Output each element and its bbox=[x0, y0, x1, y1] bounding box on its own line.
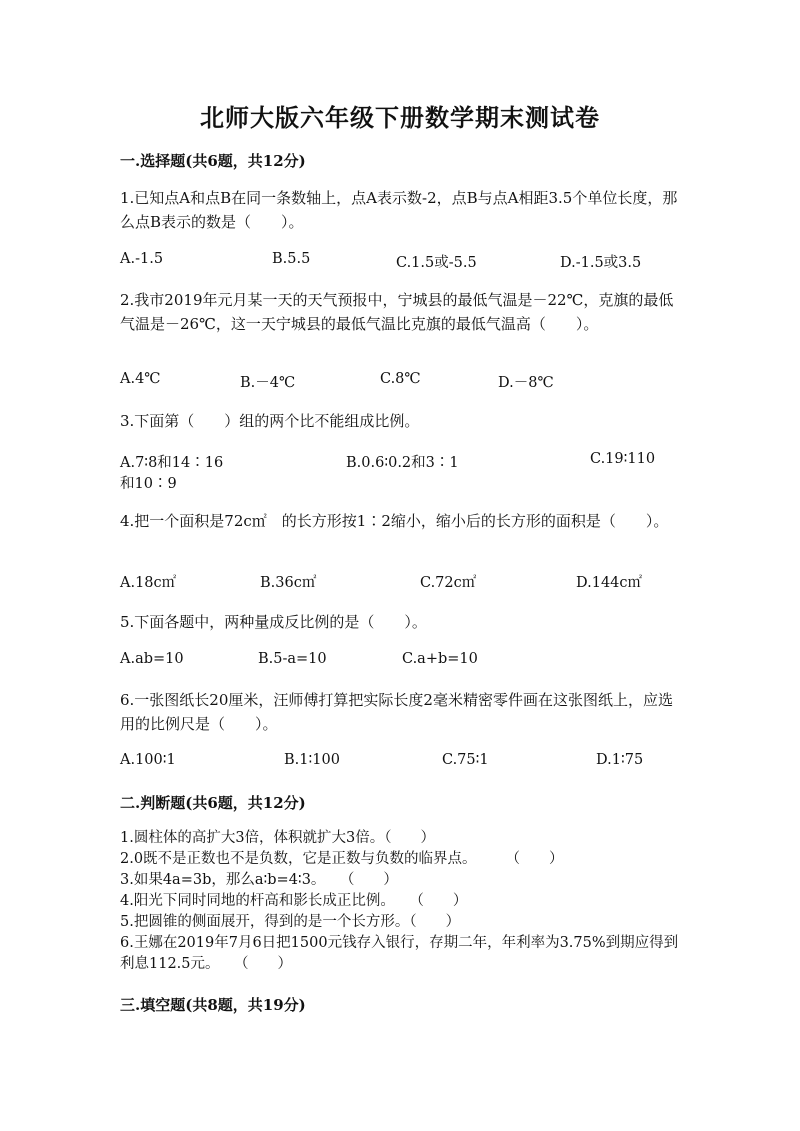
question-1-option-c: C.1.5或-5.5 bbox=[396, 255, 477, 271]
question-4-stem: 4.把一个面积是72c㎡ 的长方形按1∶2缩小，缩小后的长方形的面积是（ ）。 bbox=[120, 512, 669, 530]
question-1-stem: 1.已知点A和点B在同一条数轴上，点A表示数-2，点B与点A相距3.5个单位长度，那么点B表示的数是（ ）。 bbox=[120, 189, 678, 231]
question-5-stem: 5.下面各题中，两种量成反比例的是（ ）。 bbox=[120, 613, 427, 631]
question-5-option-b: B.5-a=10 bbox=[258, 651, 327, 667]
question-1-option-b: B.5.5 bbox=[272, 251, 311, 267]
question-1-option-a: A.-1.5 bbox=[120, 251, 164, 267]
judgment-item-3: 3.如果4a=3b，那么a∶b=4∶3。 （ ） bbox=[120, 872, 398, 888]
question-3-option-c-continued: 和10∶9 bbox=[120, 476, 177, 492]
judgment-item-2: 2.0既不是正数也不是负数，它是正数与负数的临界点。 （ ） bbox=[120, 851, 564, 867]
question-6-stem: 6.一张图纸长20厘米，汪师傅打算把实际长度2毫米精密零件画在这张图纸上，应选用的比例尺是（ ）。 bbox=[120, 691, 673, 733]
question-3-option-a: A.7∶8和14∶16 bbox=[120, 455, 224, 471]
question-5-option-c: C.a+b=10 bbox=[402, 651, 478, 667]
question-3-stem: 3.下面第（ ）组的两个比不能组成比例。 bbox=[120, 412, 420, 430]
page-title: 北师大版六年级下册数学期末测试卷 bbox=[200, 103, 600, 132]
question-6-option-d: D.1∶75 bbox=[596, 752, 644, 768]
question-5-option-a: A.ab=10 bbox=[120, 651, 184, 667]
question-2-option-d: D.－8℃ bbox=[498, 375, 554, 391]
question-4-option-d: D.144c㎡ bbox=[576, 575, 643, 591]
question-4-option-c: C.72c㎡ bbox=[420, 575, 477, 591]
question-6-option-c: C.75∶1 bbox=[442, 752, 489, 768]
question-2-option-a: A.4℃ bbox=[120, 371, 161, 387]
question-3-option-c: C.19∶110 bbox=[590, 451, 656, 467]
section-heading-fill-in: 三.填空题(共8题，共19分) bbox=[120, 996, 306, 1014]
judgment-item-5: 5.把圆锥的侧面展开，得到的是一个长方形。（ ） bbox=[120, 914, 461, 930]
question-4-option-a: A.18c㎡ bbox=[120, 575, 177, 591]
judgment-item-1: 1.圆柱体的高扩大3倍，体积就扩大3倍。（ ） bbox=[120, 830, 436, 846]
judgment-item-6: 6.王娜在2019年7月6日把1500元钱存入银行，存期二年，年利率为3.75%到期应得到利息112.5元。 （ ） bbox=[120, 935, 679, 972]
question-2-stem: 2.我市2019年元月某一天的天气预报中，宁城县的最低气温是－22℃，克旗的最低气温是－26℃，这一天宁城县的最低气温比克旗的最低气温高（ ）。 bbox=[120, 291, 674, 333]
question-3-option-b: B.0.6∶0.2和3∶1 bbox=[346, 455, 459, 471]
question-6-option-b: B.1∶100 bbox=[284, 752, 340, 768]
question-1-option-d: D.-1.5或3.5 bbox=[560, 255, 642, 271]
section-heading-choice: 一.选择题(共6题，共12分) bbox=[120, 152, 306, 170]
question-2-option-c: C.8℃ bbox=[380, 371, 421, 387]
section-heading-judgment: 二.判断题(共6题，共12分) bbox=[120, 794, 306, 812]
question-2-option-b: B.－4℃ bbox=[240, 375, 296, 391]
judgment-item-4: 4.阳光下同时同地的杆高和影长成正比例。 （ ） bbox=[120, 893, 468, 909]
question-4-option-b: B.36c㎡ bbox=[260, 575, 317, 591]
question-6-option-a: A.100∶1 bbox=[120, 752, 176, 768]
